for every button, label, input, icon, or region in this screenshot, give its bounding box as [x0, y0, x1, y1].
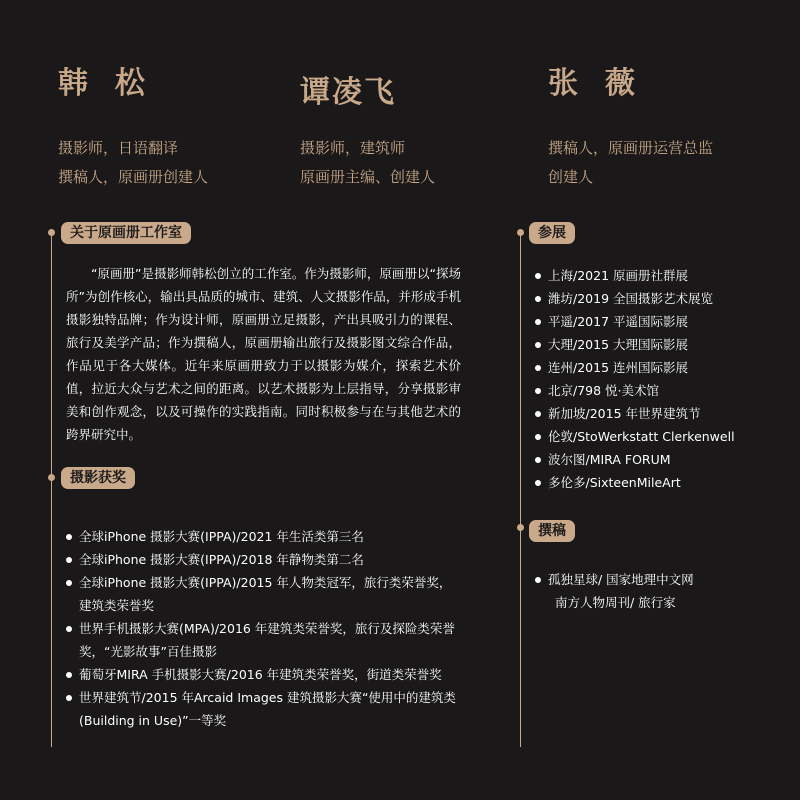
list-item: 北京/798 悦·美术馆	[535, 379, 785, 402]
about-text: “原画册”是摄影师韩松创立的工作室。作为摄影师，原画册以“探场所”为创作核心，输出具品质的城市、建筑、人文摄影作品，并形成手机摄影独特品牌；作为设计师，原画册立足摄影，产出具吸引力的课程、旅行及美学产品；作为撰稿人，原画册输出旅行及摄影图文综合作品，作品见于各大媒体。近年来原画册致力于以摄影为媒介，探索艺术价值，拉近大众与艺术之间的距离。以艺术摄影为上层指导，分享摄影审美和创作观念，以及可操作的实践指南。同时积极参与在与其他艺术的跨界研究中。	[66, 266, 461, 442]
exhibitions-list	[535, 264, 785, 494]
list-item: 全球iPhone 摄影大赛(IPPA)/2021 年生活类第三名	[66, 525, 456, 548]
person-name: 谭凌飞	[300, 75, 396, 110]
left-timeline-dot	[48, 229, 55, 236]
awards-heading: 摄影获奖	[61, 467, 135, 489]
list-item: 连州/2015 连州国际影展	[535, 356, 785, 379]
list-item: 葡萄牙MIRA 手机摄影大赛/2016 年建筑类荣誉奖，街道类荣誉奖	[66, 663, 456, 686]
person-han-song	[58, 58, 208, 192]
publication-line: 南方人物周刊/ 旅行家	[555, 595, 676, 610]
list-item: 平遥/2017 平遥国际影展	[535, 310, 785, 333]
person-zhang-wei	[548, 58, 713, 192]
about-heading: 关于原画册工作室	[61, 222, 191, 244]
right-timeline-line	[520, 232, 521, 747]
publication-line: 孤独星球/ 国家地理中文网	[548, 572, 694, 587]
list-item: 伦敦/StoWerkstatt Clerkenwell	[535, 425, 785, 448]
person-tan-lingfei	[300, 67, 435, 192]
list-item: 波尔图/MIRA FORUM	[535, 448, 785, 471]
list-item: 世界手机摄影大赛(MPA)/2016 年建筑类荣誉奖，旅行及探险类荣誉奖，“光影故事”百佳摄影	[66, 617, 456, 663]
right-timeline-dot	[517, 524, 524, 531]
person-role: 创建人	[548, 168, 594, 186]
list-item: 全球iPhone 摄影大赛(IPPA)/2018 年静物类第二名	[66, 548, 456, 571]
person-role: 撰稿人，原画册创建人	[58, 168, 209, 186]
person-name: 张 薇	[548, 66, 637, 101]
list-item: 全球iPhone 摄影大赛(IPPA)/2015 年人物类冠军，旅行类荣誉奖，建筑类荣誉奖	[66, 571, 456, 617]
person-role: 撰稿人，原画册运营总监	[548, 139, 714, 157]
list-item: 大理/2015 大理国际影展	[535, 333, 785, 356]
publications-heading: 撰稿	[529, 520, 575, 542]
right-timeline-dot	[517, 229, 524, 236]
publications-list	[535, 568, 785, 614]
left-timeline-dot	[48, 474, 55, 481]
list-item: 多伦多/SixteenMileArt	[535, 471, 785, 494]
person-role: 原画册主编、创建人	[300, 168, 436, 186]
list-item	[535, 568, 785, 614]
list-item: 新加坡/2015 年世界建筑节	[535, 402, 785, 425]
person-name: 韩 松	[58, 66, 147, 101]
person-role: 摄影师，日语翻译	[58, 139, 179, 157]
left-timeline-line	[51, 232, 52, 747]
list-item: 世界建筑节/2015 年Arcaid Images 建筑摄影大赛“使用中的建筑类(Building in Use)”一等奖	[66, 686, 456, 732]
person-role: 摄影师，建筑师	[300, 139, 406, 157]
list-item: 上海/2021 原画册社群展	[535, 264, 785, 287]
awards-list	[66, 525, 456, 732]
list-item: 潍坊/2019 全国摄影艺术展览	[535, 287, 785, 310]
exhibitions-heading: 参展	[529, 222, 575, 244]
